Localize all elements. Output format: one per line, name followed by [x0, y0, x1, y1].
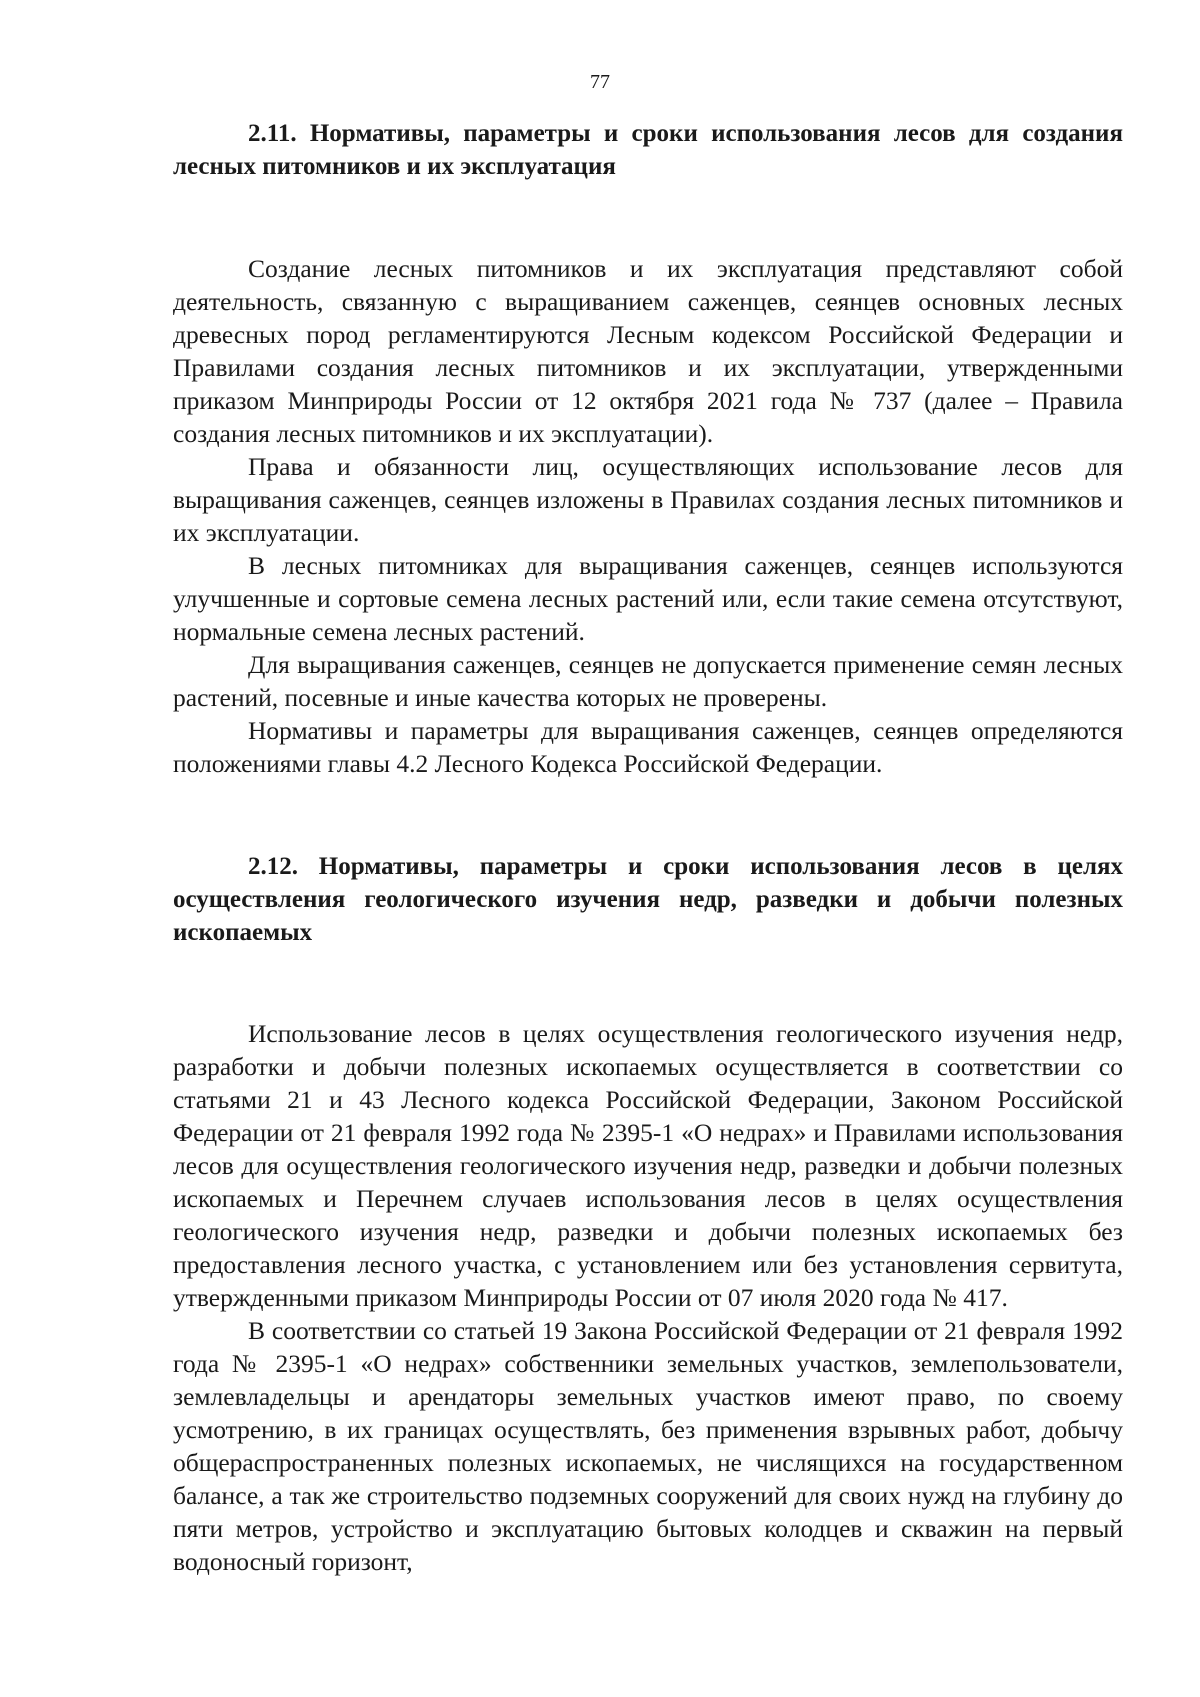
section-heading-2-12: 2.12. Нормативы, параметры и сроки использования лесов в целях осуществления геологического изучения недр, разведки и добычи полезных ископаемых — [173, 853, 1123, 946]
paragraph: Нормативы и параметры для выращивания саженцев, сеянцев определяются положениями главы 4.2 Лесного Кодекса Российской Федерации. — [173, 716, 1123, 778]
document-body — [173, 117, 1123, 1578]
page-number: 77 — [590, 71, 610, 93]
paragraph: Использование лесов в целях осуществления геологического изучения недр, разработки и добычи полезных ископаемых осуществляется в соответствии со статьями 21 и 43 Лесного кодекса Российской Федерации, Законом Российской Федерации от 21 февраля 1992 года № 2395-1 «О недрах» и Правилами использования лесов для осуществления геологического изучения недр, разведки и добычи полезных ископаемых и Перечнем случаев использования лесов в целях осуществления геологического изучения недр, разведки и добычи полезных ископаемых без предоставления лесного участка, с установлением или без установления сервитута, утвержденными приказом Минприроды России от 07 июля 2020 года № 417. — [173, 1019, 1123, 1312]
paragraph: Для выращивания саженцев, сеянцев не допускается применение семян лесных растений, посевные и иные качества которых не проверены. — [173, 650, 1123, 712]
paragraph: Создание лесных питомников и их эксплуатация представляют собой деятельность, связанную с выращиванием саженцев, сеянцев основных лесных древесных пород регламентируются Лесным кодексом Российской Федерации и Правилами создания лесных питомников и их эксплуатации, утвержденными приказом Минприроды России от 12 октября 2021 года № 737 (далее – Правила создания лесных питомников и их эксплуатации). — [173, 254, 1123, 448]
paragraph: В соответствии со статьей 19 Закона Российской Федерации от 21 февраля 1992 года № 2395-1 «О недрах» собственники земельных участков, землепользователи, землевладельцы и арендаторы земельных участков имеют право, по своему усмотрению, в их границах осуществлять, без применения взрывных работ, добычу общераспространенных полезных ископаемых, не числящихся на государственном балансе, а так же строительство подземных сооружений для своих нужд на глубину до пяти метров, устройство и эксплуатацию бытовых колодцев и скважин на первый водоносный горизонт, — [173, 1316, 1123, 1576]
paragraph: В лесных питомниках для выращивания саженцев, сеянцев используются улучшенные и сортовые семена лесных растений или, если такие семена отсутствуют, нормальные семена лесных растений. — [173, 551, 1123, 646]
section-heading-2-11: 2.11. Нормативы, параметры и сроки использования лесов для создания лесных питомников и их эксплуатация — [173, 120, 1123, 180]
paragraph: Права и обязанности лиц, осуществляющих использование лесов для выращивания саженцев, сеянцев изложены в Правилах создания лесных питомников и их эксплуатации. — [173, 452, 1123, 547]
